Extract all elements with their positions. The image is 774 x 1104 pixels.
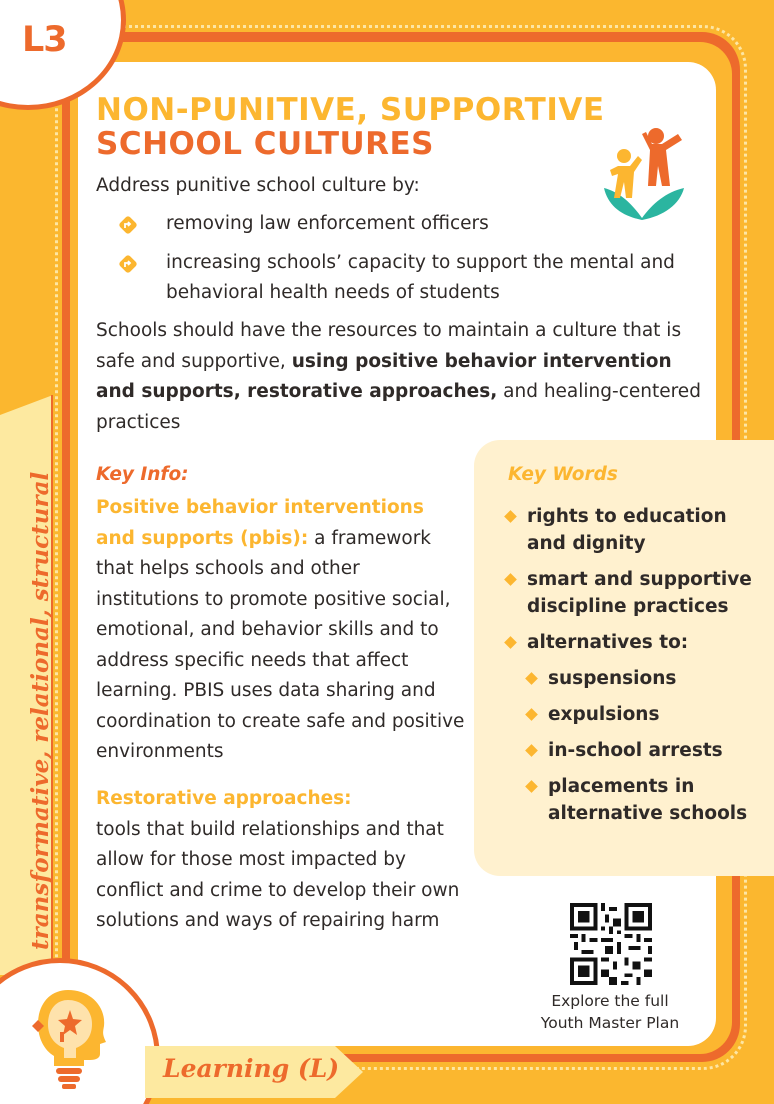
list-item xyxy=(527,665,756,692)
paragraph-part-1: Schools should have the resources to maintain a culture that is safe and supportive, xyxy=(96,320,682,372)
list-item xyxy=(506,566,756,620)
qr-caption-line-1: Explore the full xyxy=(551,992,669,1010)
diamond-bullet-icon xyxy=(504,636,517,649)
pbis-def: a framework that helps schools and other institutions to promote positive social, emotional, and behavior skills and to address specific needs that affect learning. PBIS uses data sharing and coordination to create safe and positive environments xyxy=(96,527,465,762)
page-title xyxy=(96,93,656,161)
title-line-2: SCHOOL CULTURES xyxy=(96,126,435,162)
bullet-text: increasing schools’ capacity to support the mental and behavioral health needs of students xyxy=(166,252,675,303)
diamond-bullet-icon xyxy=(525,708,538,721)
diamond-bullet-icon xyxy=(525,672,538,685)
keyword-text: suspensions xyxy=(548,668,677,689)
key-words-heading: Key Words xyxy=(508,464,618,485)
keyword-text: alternatives to: xyxy=(527,632,689,653)
keyword-text: smart and supportive discipline practices xyxy=(527,569,752,617)
qr-caption-line-2: Youth Master Plan xyxy=(540,1014,680,1032)
qr-caption xyxy=(520,990,700,1034)
list-item xyxy=(527,701,756,728)
keyword-text: in-school arrests xyxy=(548,740,723,761)
paragraph-part-2: and healing-centered practices xyxy=(96,381,701,433)
list-item xyxy=(506,629,756,656)
bullet-text: removing law enforcement officers xyxy=(166,213,489,234)
diamond-bullet-icon xyxy=(504,510,517,523)
keyword-text: placements in alternative schools xyxy=(548,776,748,824)
list-item xyxy=(506,503,756,557)
pbis-definition xyxy=(96,493,466,768)
people-cheering-icon xyxy=(600,126,686,222)
side-label: transformative, relational, structural xyxy=(27,471,54,950)
list-item xyxy=(527,737,756,764)
key-words-list xyxy=(506,503,756,836)
action-list xyxy=(118,209,706,317)
restorative-definition xyxy=(96,784,466,937)
pbis-term: Positive behavior interventions and supports (pbis): xyxy=(96,497,424,549)
summary-paragraph xyxy=(96,316,706,438)
restorative-def: tools that build relationships and that allow for those most impacted by conflict and crime to develop their own solutions and ways of repairing harm xyxy=(96,818,460,931)
diamond-bullet-icon xyxy=(504,573,517,586)
arrow-turn-icon xyxy=(118,254,138,274)
key-info-heading: Key Info: xyxy=(96,464,189,485)
list-item xyxy=(118,209,706,239)
arrow-turn-icon xyxy=(118,215,138,235)
diamond-bullet-icon xyxy=(525,744,538,757)
mind-lightbulb-icon xyxy=(28,986,114,1090)
keyword-text: expulsions xyxy=(548,704,660,725)
list-item xyxy=(527,773,756,827)
list-item xyxy=(118,248,706,308)
footer-label: Learning (L) xyxy=(163,1054,340,1083)
keyword-text: rights to education and dignity xyxy=(527,506,727,554)
paragraph-bold: using positive behavior intervention and supports, restorative approaches, xyxy=(96,350,672,402)
restorative-term: Restorative approaches: xyxy=(96,788,352,809)
title-line-1: NON-PUNITIVE, SUPPORTIVE xyxy=(96,92,605,128)
diamond-bullet-icon xyxy=(525,780,538,793)
qr-code-icon[interactable] xyxy=(570,903,652,985)
intro-text: Address punitive school culture by: xyxy=(96,175,420,196)
level-badge-label: L3 xyxy=(22,20,67,60)
